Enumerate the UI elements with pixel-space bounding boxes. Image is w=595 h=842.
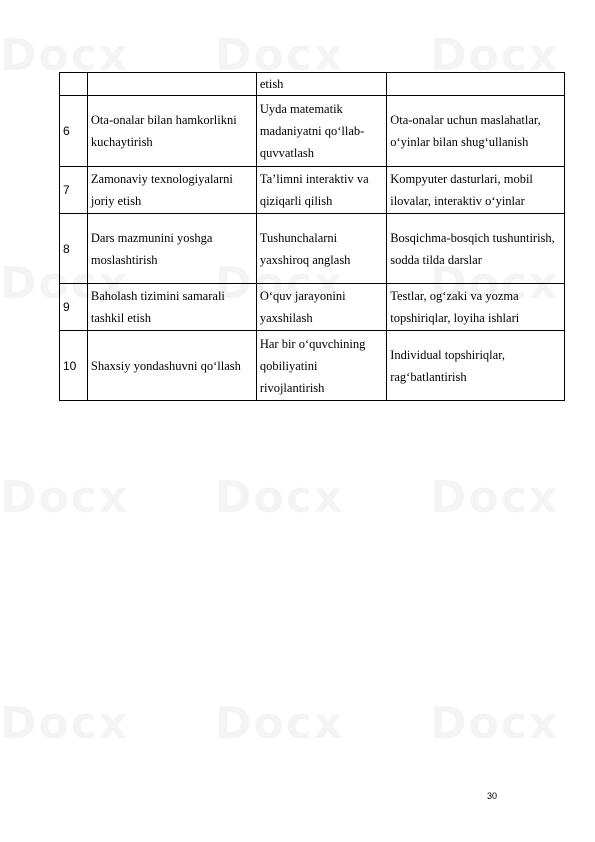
watermark-text [0,698,129,749]
table-cell [387,73,565,96]
row-number: 6 [60,96,88,167]
row-number [60,73,88,96]
table-row [60,167,565,214]
table-row [60,331,565,401]
table-cell: Bosqichma-bosqich tushuntirish, sodda tilda darslar [387,214,565,284]
table-cell [87,73,256,96]
table-cell: Uyda matematik madaniyatni qo‘llab-quvvatlash [256,96,386,167]
row-number: 9 [60,284,88,331]
table-cell: Individual topshiriqlar, rag‘batlantirish [387,331,565,401]
row-number: 8 [60,214,88,284]
table-row [60,96,565,167]
table-cell: Ota-onalar uchun maslahatlar, o‘yinlar bilan shug‘ullanish [387,96,565,167]
table-cell: Dars mazmunini yoshga moslashtirish [87,214,256,284]
table-cell: etish [256,73,386,96]
watermark-text [430,472,559,523]
watermark-text [215,472,344,523]
table-cell: Kompyuter dasturlari, mobil ilovalar, interaktiv o‘yinlar [387,167,565,214]
table-row [60,284,565,331]
table-cell: Tushunchalarni yaxshiroq anglash [256,214,386,284]
watermark-text [430,698,559,749]
table-row [60,73,565,96]
watermark-text [0,472,129,523]
table-cell: Zamonaviy texnologiyalarni joriy etish [87,167,256,214]
document-table [59,72,565,401]
page-number: 30 [486,791,497,801]
table-cell: Shaxsiy yondashuvni qo‘llash [87,331,256,401]
table-cell: Har bir o‘quvchining qobiliyatini rivojlantirish [256,331,386,401]
watermark-text [215,698,344,749]
table-cell: Ta’limni interaktiv va qiziqarli qilish [256,167,386,214]
table-cell: Baholash tizimini samarali tashkil etish [87,284,256,331]
table-cell: Ota-onalar bilan hamkorlikni kuchaytirish [87,96,256,167]
table-cell: Testlar, og‘zaki va yozma topshiriqlar, loyiha ishlari [387,284,565,331]
row-number: 7 [60,167,88,214]
table-cell: O‘quv jarayonini yaxshilash [256,284,386,331]
table-row [60,214,565,284]
row-number: 10 [60,331,88,401]
